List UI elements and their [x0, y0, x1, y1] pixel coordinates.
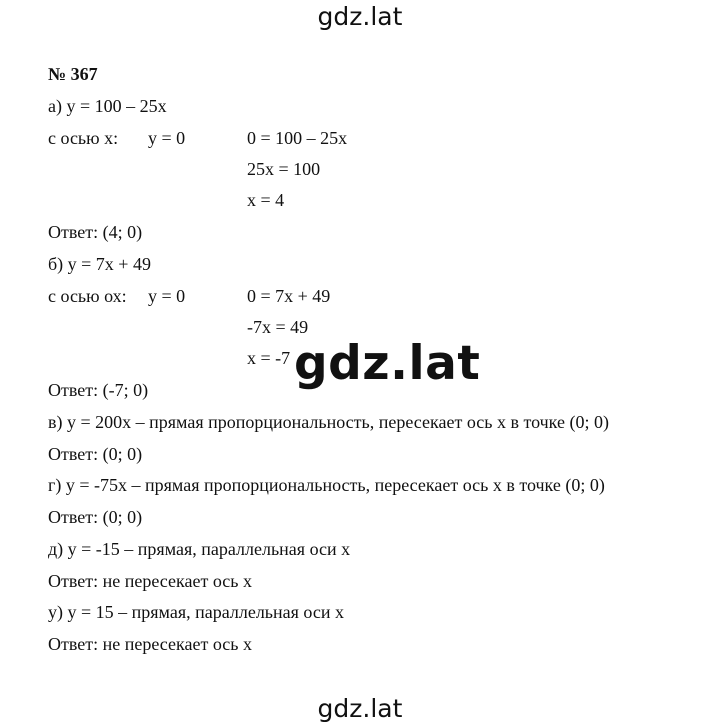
- part-a-condition: у = 0: [148, 128, 186, 148]
- part-g-equation: г) у = -75х – прямая пропорциональность, пересекает ось х в точке (0; 0): [48, 475, 605, 495]
- problem-number: № 367: [48, 64, 98, 84]
- part-u-equation: у) у = 15 – прямая, параллельная оси х: [48, 602, 344, 622]
- part-b-step-2: -7х = 49: [247, 317, 309, 337]
- watermark-bottom: gdz.lat: [317, 694, 403, 723]
- watermark-center: gdz.lat: [294, 336, 481, 391]
- part-u-answer: Ответ: не пересекает ось х: [48, 634, 252, 654]
- part-d-equation: д) у = -15 – прямая, параллельная оси х: [48, 539, 351, 559]
- part-a-step-1: 0 = 100 – 25х: [247, 128, 348, 148]
- part-a-equation: а) у = 100 – 25х: [48, 96, 167, 116]
- part-b-step-1: 0 = 7х + 49: [247, 286, 331, 306]
- part-b-axis-label: с осью ох:: [48, 286, 127, 306]
- part-a-step-3: х = 4: [247, 190, 285, 210]
- part-b-answer: Ответ: (-7; 0): [48, 380, 149, 400]
- part-g-answer: Ответ: (0; 0): [48, 507, 143, 527]
- part-b-equation: б) у = 7х + 49: [48, 254, 151, 274]
- part-a-step-2: 25х = 100: [247, 159, 321, 179]
- part-a-axis-label: с осью х:: [48, 128, 119, 148]
- part-b-step-3: х = -7: [247, 348, 291, 368]
- part-b-condition: у = 0: [148, 286, 186, 306]
- part-a-answer: Ответ: (4; 0): [48, 222, 143, 242]
- watermark-top: gdz.lat: [317, 2, 403, 31]
- part-v-equation: в) у = 200х – прямая пропорциональность, пересекает ось х в точке (0; 0): [48, 412, 609, 432]
- part-v-answer: Ответ: (0; 0): [48, 444, 143, 464]
- part-d-answer: Ответ: не пересекает ось х: [48, 571, 252, 591]
